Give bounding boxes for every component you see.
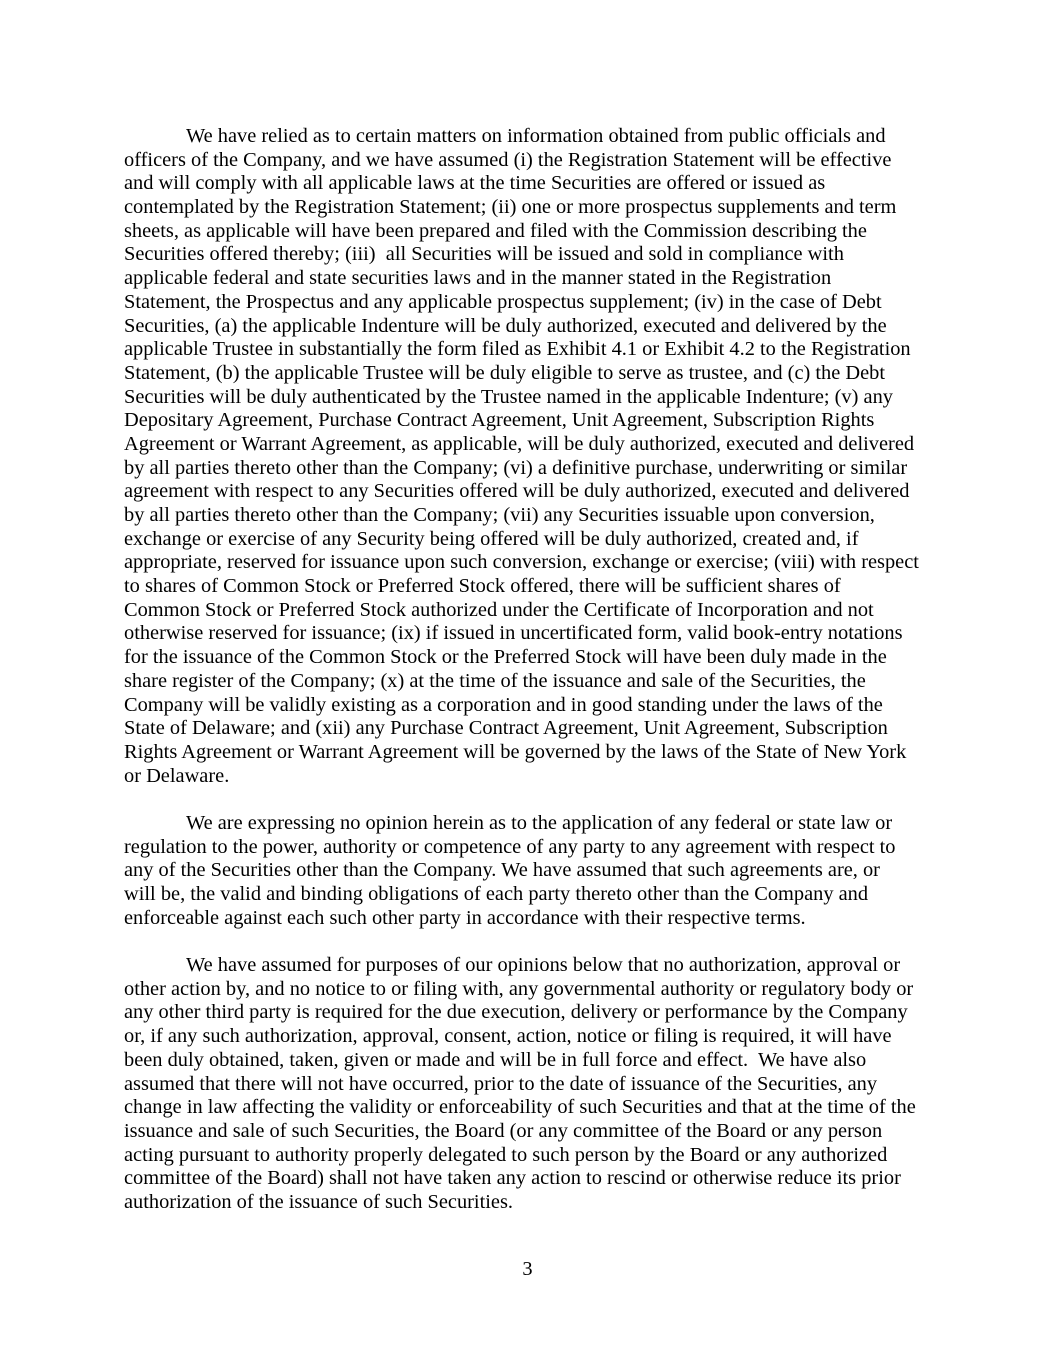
text-line: authorization of the issuance of such Securities. — [124, 1190, 514, 1213]
text-line: Securities, (a) the applicable Indenture will be duly authorized, executed and delivered by the — [124, 314, 887, 337]
text-line: Rights Agreement or Warrant Agreement will be governed by the laws of the State of New York — [124, 740, 907, 763]
page-number: 3 — [522, 1258, 533, 1280]
text-line: acting pursuant to authority properly delegated to such person by the Board or any authorized — [124, 1143, 888, 1166]
text-line: Securities will be duly authenticated by the Trustee named in the applicable Indenture; (v) any — [124, 385, 893, 408]
text-line: to shares of Common Stock or Preferred Stock offered, there will be sufficient shares of — [124, 575, 841, 598]
text-line: We have relied as to certain matters on information obtained from public officials and — [186, 125, 886, 147]
text-line: by all parties thereto other than the Company; (vi) a definitive purchase, underwriting or similar — [124, 456, 908, 479]
text-line: State of Delaware; and (xii) any Purchase Contract Agreement, Unit Agreement, Subscription — [124, 717, 888, 740]
text-line: other action by, and no notice to or filing with, any governmental authority or regulatory body or — [124, 977, 914, 1000]
text-line: change in law affecting the validity or enforceability of such Securities and that at the time of the — [124, 1096, 916, 1119]
paragraph-assumptions — [124, 125, 984, 788]
text-line: Agreement or Warrant Agreement, as applicable, will be duly authorized, executed and delivered — [124, 432, 915, 455]
text-line: any of the Securities other than the Company. We have assumed that such agreements are, or — [124, 859, 880, 882]
text-line: any other third party is required for the due execution, delivery or performance by the Company — [124, 1001, 908, 1024]
text-line: appropriate, reserved for issuance upon such conversion, exchange or exercise; (viii) with respect — [124, 551, 919, 574]
text-line: We have assumed for purposes of our opinions below that no authorization, approval or — [186, 954, 901, 977]
text-line: issuance and sale of such Securities, the Board (or any committee of the Board or any person — [124, 1119, 883, 1142]
text-line: sheets, as applicable will have been prepared and filed with the Commission describing the — [124, 219, 867, 242]
text-line: Statement, (b) the applicable Trustee will be duly eligible to serve as trustee, and (c) the Debt — [124, 361, 886, 384]
text-line: Depositary Agreement, Purchase Contract Agreement, Unit Agreement, Subscription Rights — [124, 409, 875, 432]
text-line: We are expressing no opinion herein as to the application of any federal or state law or — [186, 811, 893, 834]
text-line: or Delaware. — [124, 764, 230, 787]
text-line: regulation to the power, authority or competence of any party to any agreement with respect to — [124, 835, 896, 858]
text-line: Common Stock or Preferred Stock authorized under the Certificate of Incorporation and not — [124, 598, 874, 621]
text-line: applicable federal and state securities laws and in the manner stated in the Registration — [124, 267, 832, 290]
text-line: will be, the valid and binding obligations of each party thereto other than the Company and — [124, 883, 869, 905]
text-line: and will comply with all applicable laws at the time Securities are offered or issued as — [124, 172, 826, 195]
text-line: committee of the Board) shall not have taken any action to rescind or otherwise reduce its prior — [124, 1167, 901, 1190]
text-line: Company will be validly existing as a corporation and in good standing under the laws of the — [124, 693, 883, 716]
text-line: share register of the Company; (x) at the time of the issuance and sale of the Securities, the — [124, 669, 866, 692]
text-line: Statement, the Prospectus and any applicable prospectus supplement; (iv) in the case of Debt — [124, 290, 882, 313]
text-line: officers of the Company, and we have assumed (i) the Registration Statement will be effective — [124, 148, 892, 171]
text-line: exchange or exercise of any Security being offered will be duly authorized, created and, if — [124, 527, 859, 550]
document-body — [124, 125, 984, 1238]
text-line: for the issuance of the Common Stock or the Preferred Stock will have been duly made in the — [124, 646, 887, 669]
paragraph-no-opinion — [124, 812, 984, 930]
text-line: enforceable against each such other party in accordance with their respective terms. — [124, 906, 806, 929]
text-line: otherwise reserved for issuance; (ix) if issued in uncertificated form, valid book-entry notations — [124, 622, 903, 645]
text-line: been duly obtained, taken, given or made and will be in full force and effect. We have also — [124, 1048, 867, 1071]
paragraph-authorization — [124, 954, 984, 1215]
text-line: by all parties thereto other than the Company; (vii) any Securities issuable upon conversion, — [124, 504, 875, 526]
text-line: assumed that there will not have occurred, prior to the date of issuance of the Securities, any — [124, 1072, 878, 1095]
text-line: contemplated by the Registration Statement; (ii) one or more prospectus supplements and term — [124, 196, 897, 219]
text-line: or, if any such authorization, approval, consent, action, notice or filing is required, it will have — [124, 1025, 892, 1048]
text-line: applicable Trustee in substantially the form filed as Exhibit 4.1 or Exhibit 4.2 to the Registration — [124, 338, 911, 361]
text-line: Securities offered thereby; (iii) all Securities will be issued and sold in compliance with — [124, 243, 844, 266]
text-line: agreement with respect to any Securities offered will be duly authorized, executed and delivered — [124, 480, 910, 503]
